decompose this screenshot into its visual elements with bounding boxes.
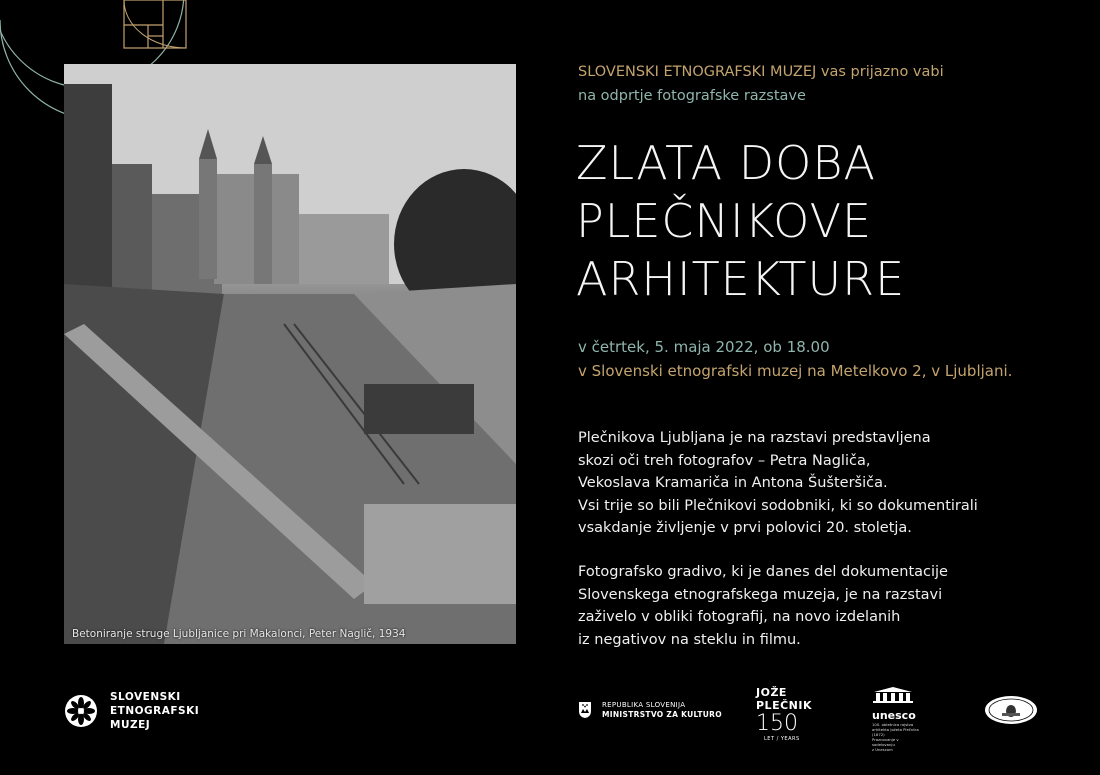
sem-logo-line: ETNOGRAFSKI [110, 705, 200, 717]
unesco-logo [872, 687, 922, 752]
description-line: Vsi trije so bili Plečnikovi sodobniki, ki so dokumentirali [578, 497, 978, 514]
unesco-line: arhitekta Jožeta Plečnika [872, 727, 919, 732]
ministry-line: MINISTRSTVO ZA KULTURO [602, 710, 722, 719]
invitation-line-2: na odprtje fotografske razstave [578, 88, 806, 104]
description-line: vsakdanje življenje v prvi polovici 20. stoletja. [578, 520, 912, 536]
unesco-small-text [872, 722, 922, 752]
seal-logo-icon [984, 695, 1038, 725]
unesco-line: Praznovanje v sodelovanju [872, 737, 899, 747]
plecnik-150-logo [756, 686, 812, 742]
unesco-word: unesco [872, 709, 916, 722]
historical-photo [64, 64, 516, 644]
sem-flower-icon [64, 694, 98, 728]
description-line: skozi oči treh fotografov – Petra Nagliča, [578, 452, 871, 469]
ministry-logo [578, 700, 722, 720]
sem-logo-text [110, 690, 199, 732]
sem-logo-line: SLOVENSKI [110, 691, 181, 703]
unesco-line: z Unescom [872, 747, 893, 752]
title-line-2: PLEČNIKOVE [576, 194, 873, 248]
event-date: v četrtek, 5. maja 2022, ob 18.00 [578, 338, 830, 356]
exhibition-title [576, 134, 905, 308]
description-line: Plečnikova Ljubljana je na razstavi predstavljena [578, 430, 931, 446]
plecnik-anniversary-number: 150 [756, 711, 798, 736]
description-line: Vekoslava Kramariča in Antona Šušteršiča. [578, 475, 888, 491]
title-line-3: ARHITEKTURE [576, 252, 906, 306]
unesco-line: (1872) [872, 732, 885, 737]
description-line: zaživelo v obliki fotografij, na novo izdelanih [578, 609, 901, 625]
unesco-line: 100. obletnica rojstva [872, 722, 914, 727]
invitation-text [578, 60, 944, 108]
description-line: iz negativov na steklu in filmu. [578, 631, 801, 648]
slovenia-coat-of-arms-icon [578, 701, 592, 719]
unesco-temple-icon [872, 687, 914, 703]
description-line: Slovenskega etnografskega muzeja, je na razstavi [578, 586, 943, 603]
invitation-line-1: SLOVENSKI ETNOGRAFSKI MUZEJ vas prijazno vabi [578, 64, 944, 80]
event-details [578, 335, 1012, 383]
description-paragraph-1 [578, 427, 1048, 540]
ministry-logo-text [602, 700, 722, 720]
title-line-1: ZLATA DOBA [576, 136, 876, 190]
plecnik-first-name: JOŽE [756, 686, 787, 699]
photo-caption: Betoniranje struge Ljubljanice pri Makalonci, Peter Naglič, 1934 [72, 628, 406, 640]
description-paragraph-2 [578, 561, 1048, 651]
photo-illustration [64, 64, 516, 644]
ministry-line: REPUBLIKA SLOVENIJA [602, 701, 686, 709]
plecnik-years-label: LET / YEARS [764, 736, 800, 742]
plecnik-last-name: PLEČNIK [756, 699, 812, 712]
sem-logo [64, 690, 199, 732]
description-line: Fotografsko gradivo, ki je danes del dokumentacije [578, 564, 948, 580]
sem-logo-line: MUZEJ [110, 719, 151, 731]
event-place: v Slovenski etnografski muzej na Metelkovo 2, v Ljubljani. [578, 362, 1013, 380]
